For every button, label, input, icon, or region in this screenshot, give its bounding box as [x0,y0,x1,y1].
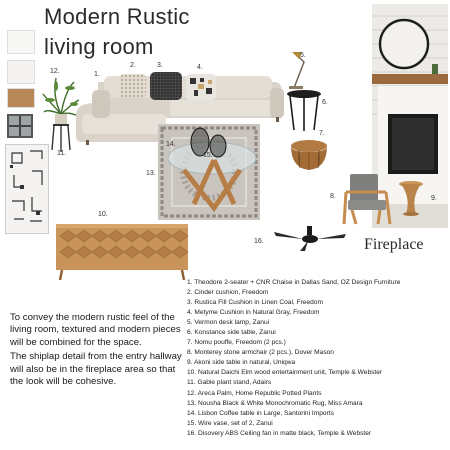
label-number-14: 14. [166,141,176,148]
swatch-white-paint [7,30,35,54]
legend-item: 15. Wire vase, set of 2, Zanui [187,419,273,427]
label-number-12: 12. [50,68,60,75]
fireplace-label: Fireplace [364,236,424,253]
legend-item: 1. Theodore 2-seater + CNR Chaise in Dallas Sand, OZ Design Furniture [187,279,401,286]
legend-item: 13. Nousha Black & White Monochromatic Rug, Miss Amara [187,399,363,407]
label-number-1: 1. [94,71,100,78]
label-number-4: 4. [197,64,203,71]
nomu-pouffe [290,138,328,172]
rustica-cushion [150,72,182,100]
swatch-linen [7,60,35,84]
legend-item: 8. Monterey stone armchair (2 pcs.), Dover Mason [187,349,334,357]
label-number-5: 5. [300,52,306,59]
window-frame-image [7,114,33,138]
legend-item: 7. Nomu pouffe, Freedom (2 pcs.) [187,339,286,347]
ceiling-fan [272,226,348,252]
legend-item: 2. Cinder cushion, Freedom [187,289,269,297]
label-number-7: 7. [319,130,325,137]
label-number-8: 8. [330,193,336,200]
legend-item: 10. Natural Daichi Elm wood entertainment unit, Temple & Webster [187,369,383,377]
legend-item: 12. Areca Palm, Home Republic Potted Plants [187,389,322,397]
title-line-2: living room [44,34,154,59]
legend-item: 4. Metyme Cushion in Natural Gray, Freedom [187,309,320,317]
akoni-side-table [398,180,424,216]
legend-item: 3. Rustica Fill Cushion in Linen Coal, Freedom [187,299,323,307]
description-paragraph-2: The shiplap detail from the entry hallway will also be in the fireplace area so that the look will be cohesive. [10,351,182,388]
swatch-timber [7,88,35,108]
label-number-9: 9. [431,195,437,202]
legend-item: 14. Lisbon Coffee table in Large, Santorini Imports [187,409,334,417]
daichi-entertainment-unit [54,222,190,282]
label-number-3: 3. [157,62,163,69]
monterey-armchair [342,172,394,226]
description-paragraph-1: To convey the modern rustic feel of the living room, textured and modern pieces will be combined for the space. [10,312,181,348]
label-number-6: 6. [322,99,328,106]
label-number-11: 11. [57,150,67,157]
metyme-cushion [186,74,216,100]
konstance-side-table [286,88,322,132]
product-legend [187,278,449,439]
label-number-10: 10. [98,211,108,218]
label-number-16: 16. [254,238,264,245]
label-number-2: 2. [130,62,136,69]
cinder-cushion [120,74,146,98]
label-number-15: 15. [203,152,213,159]
legend-item: 6. Konstance side table, Zanui [187,329,276,337]
legend-item: 16. Disovery ABS Ceiling fan in matte black, Temple & Webster [187,429,372,437]
legend-item: 5. Vermon desk lamp, Zanui [187,319,270,327]
board-title [44,2,190,62]
label-number-13: 13. [146,170,156,177]
title-line-1: Modern Rustic [44,4,190,29]
tile-pattern-image [5,144,49,234]
legend-item: 9. Akoni side table in natural, Uniqwa [187,359,296,367]
design-description [10,312,182,390]
legend-item: 11. Gable plant stand, Adairs [187,379,272,387]
